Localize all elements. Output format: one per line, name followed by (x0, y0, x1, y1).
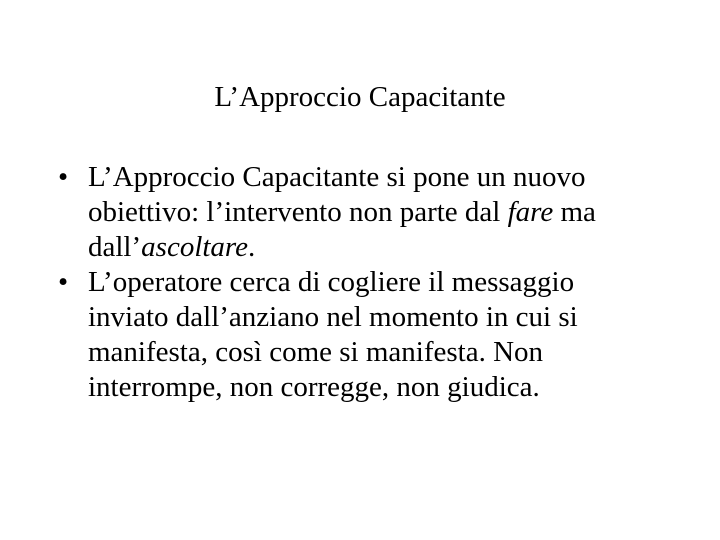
bullet-item-operator (58, 265, 658, 405)
bullet-item-approach-goal (58, 160, 658, 265)
emphasis-ascoltare: ascoltare (141, 231, 249, 263)
bullet-text: L’operatore cerca di cogliere il messaggio inviato dall’anziano nel momento in cui si manifesta, così come si manifesta. Non interrompe, non corregge, non giudica. (88, 266, 578, 403)
bullet-marker: • (58, 266, 69, 298)
bullet-marker: • (58, 161, 69, 193)
emphasis-fare: fare (507, 196, 554, 228)
bullet-text: ma dall’ (88, 196, 596, 263)
bullet-list (58, 160, 658, 405)
bullet-text: . (248, 231, 256, 263)
slide-title: L’Approccio Capacitante (214, 81, 506, 113)
bullet-text: L’Approccio Capacitante si pone un nuovo obiettivo: l’intervento non parte dal (88, 161, 586, 228)
